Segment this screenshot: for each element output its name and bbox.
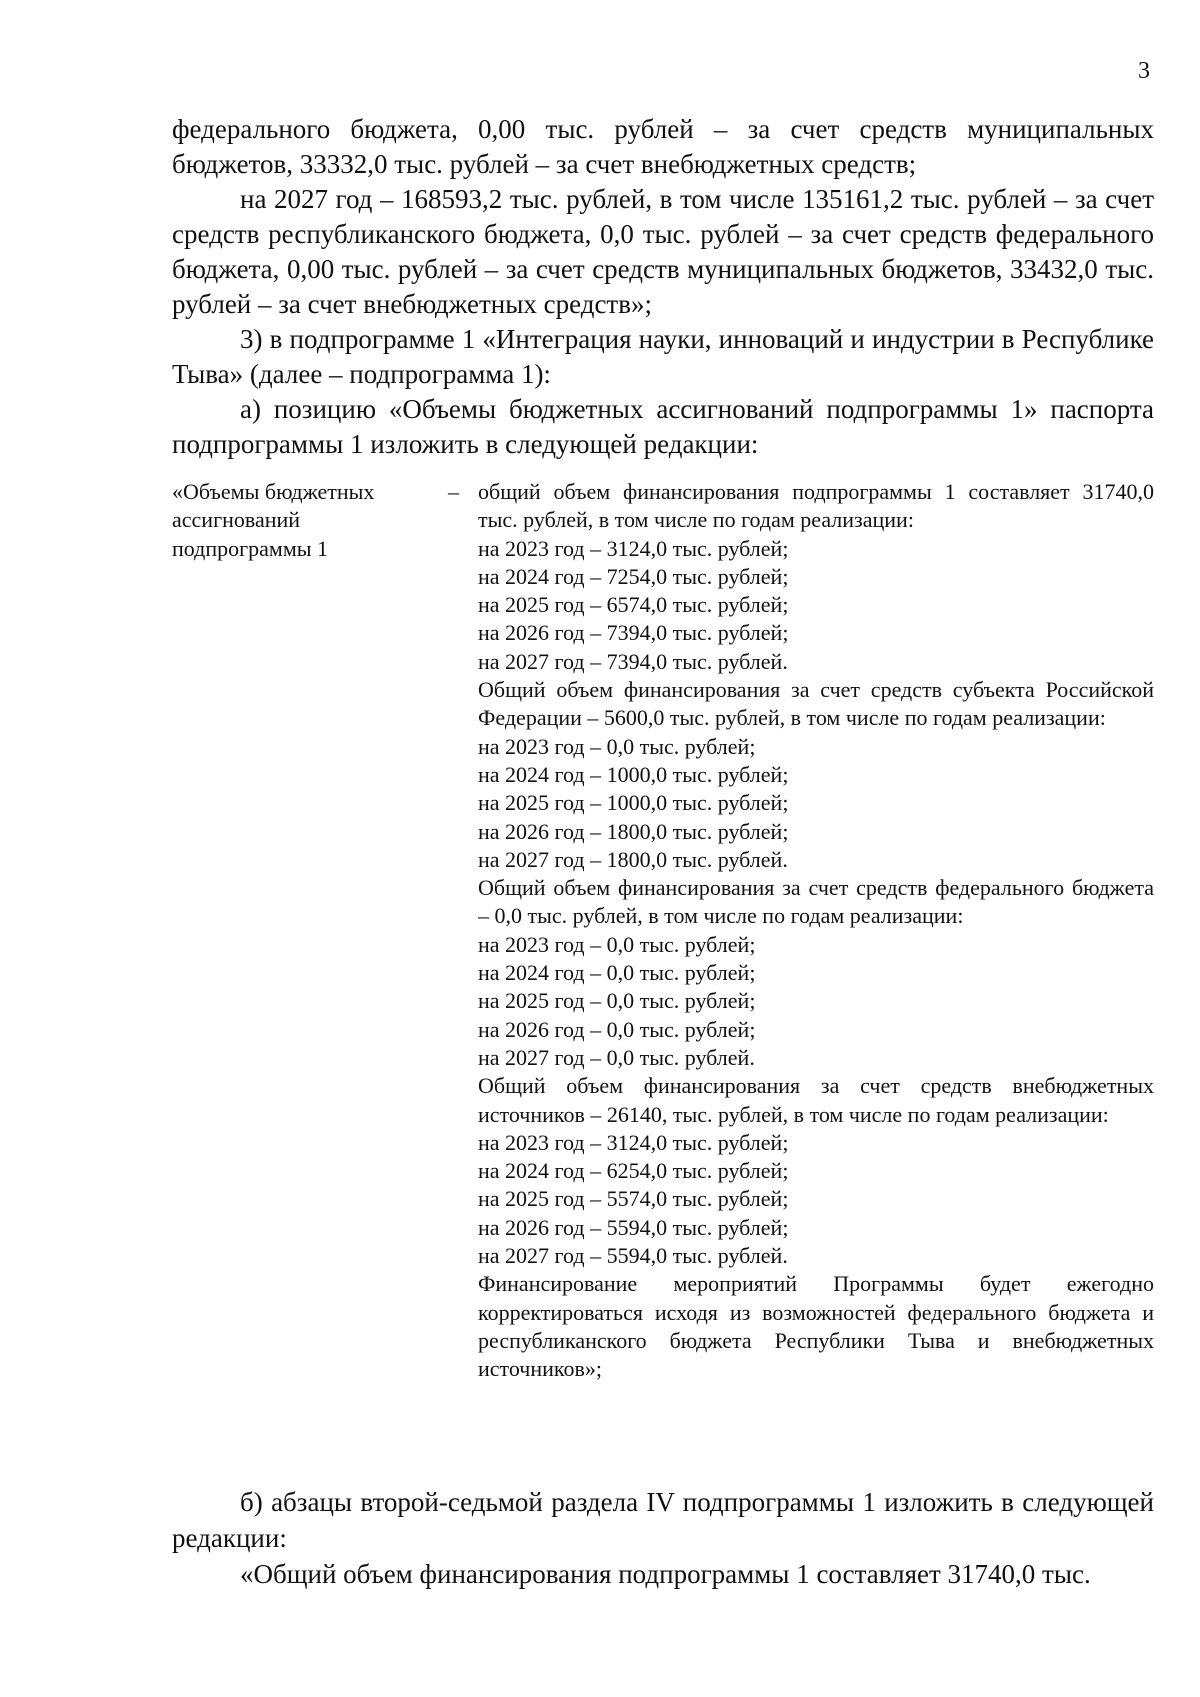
passport-line: на 2025 год – 5574,0 тыс. рублей; (478, 1186, 789, 1212)
passport-line: Общий объем финансирования за счет средств субъекта Российской Федерации – 5600,0 тыс. рублей, в том числе по годам реализации: (478, 677, 1154, 731)
bottom-text (172, 1484, 1154, 1592)
paragraph-subprogram-1-title: 3) в подпрограмме 1 «Интеграция науки, инноваций и индустрии в Республике Тыва» (далее – подпрограмма 1): (172, 324, 1154, 389)
passport-line: на 2026 год – 5594,0 тыс. рублей; (478, 1214, 789, 1240)
paragraph-section-iv: б) абзацы второй-седьмой раздела IV подпрограммы 1 изложить в следующей редакции: (172, 1487, 1154, 1553)
passport-line: на 2023 год – 3124,0 тыс. рублей; (478, 1129, 789, 1155)
body-text (172, 112, 1154, 462)
passport-line: общий объем финансирования подпрограммы 1 составляет 31740,0 тыс. рублей, в том числе по годам реализации: (478, 479, 1154, 533)
passport-line: на 2024 год – 7254,0 тыс. рублей; (478, 563, 789, 589)
passport-line: Общий объем финансирования за счет средств внебюджетных источников – 26140, тыс. рублей, в том числе по годам реализации: (478, 1073, 1154, 1127)
paragraph-federal-budget-continuation: федерального бюджета, 0,00 тыс. рублей – за счет средств муниципальных бюджетов, 33332,0 тыс. рублей – за счет внебюджетных средств; (172, 114, 1154, 179)
passport-line: на 2025 год – 1000,0 тыс. рублей; (478, 790, 789, 816)
passport-line: на 2024 год – 0,0 тыс. рублей; (478, 960, 756, 986)
passport-line: на 2025 год – 0,0 тыс. рублей; (478, 988, 756, 1014)
passport-line: на 2024 год – 1000,0 тыс. рублей; (478, 761, 789, 787)
passport-line: на 2025 год – 6574,0 тыс. рублей; (478, 592, 789, 618)
paragraph-2027-funding: на 2027 год – 168593,2 тыс. рублей, в том числе 135161,2 тыс. рублей – за счет средств республиканского бюджета, 0,0 тыс. рублей – за счет средств федерального бюджета, 0,00 тыс. рублей – за счет средств муниципальных бюджетов, 33432,0 тыс. рублей – за счет внебюджетных средств»; (172, 184, 1154, 319)
passport-line: на 2023 год – 0,0 тыс. рублей; (478, 733, 756, 759)
paragraph-passport-position: а) позицию «Объемы бюджетных ассигнований подпрограммы 1» паспорта подпрограммы 1 изложить в следующей редакции: (172, 394, 1154, 459)
passport-dash: – (448, 479, 459, 504)
passport-line: на 2027 год – 7394,0 тыс. рублей. (478, 648, 788, 674)
passport-line: на 2026 год – 1800,0 тыс. рублей; (478, 818, 789, 844)
passport-line: на 2023 год – 0,0 тыс. рублей; (478, 931, 756, 957)
passport-line: на 2023 год – 3124,0 тыс. рублей; (478, 535, 789, 561)
passport-line: на 2026 год – 0,0 тыс. рублей; (478, 1016, 756, 1042)
passport-line: на 2026 год – 7394,0 тыс. рублей; (478, 620, 789, 646)
passport-line: Общий объем финансирования за счет средств федерального бюджета – 0,0 тыс. рублей, в том числе по годам реализации: (478, 875, 1154, 929)
passport-line: на 2024 год – 6254,0 тыс. рублей; (478, 1158, 789, 1184)
passport-content (478, 478, 1154, 1384)
passport-label: «Объемы бюджетных ассигнований подпрограммы 1 (172, 479, 375, 561)
paragraph-total-funding-start: «Общий объем финансирования подпрограммы 1 составляет 31740,0 тыс. (240, 1559, 1091, 1589)
passport-line: на 2027 год – 0,0 тыс. рублей. (478, 1044, 755, 1070)
passport-line: на 2027 год – 1800,0 тыс. рублей. (478, 846, 788, 872)
page-number: 3 (1138, 58, 1150, 84)
passport-line: Финансирование мероприятий Программы будет ежегодно корректироваться исходя из возможностей федерального бюджета и республиканского бюджета Республики Тыва и внебюджетных источников»; (478, 1271, 1154, 1382)
passport-line: на 2027 год – 5594,0 тыс. рублей. (478, 1243, 788, 1269)
